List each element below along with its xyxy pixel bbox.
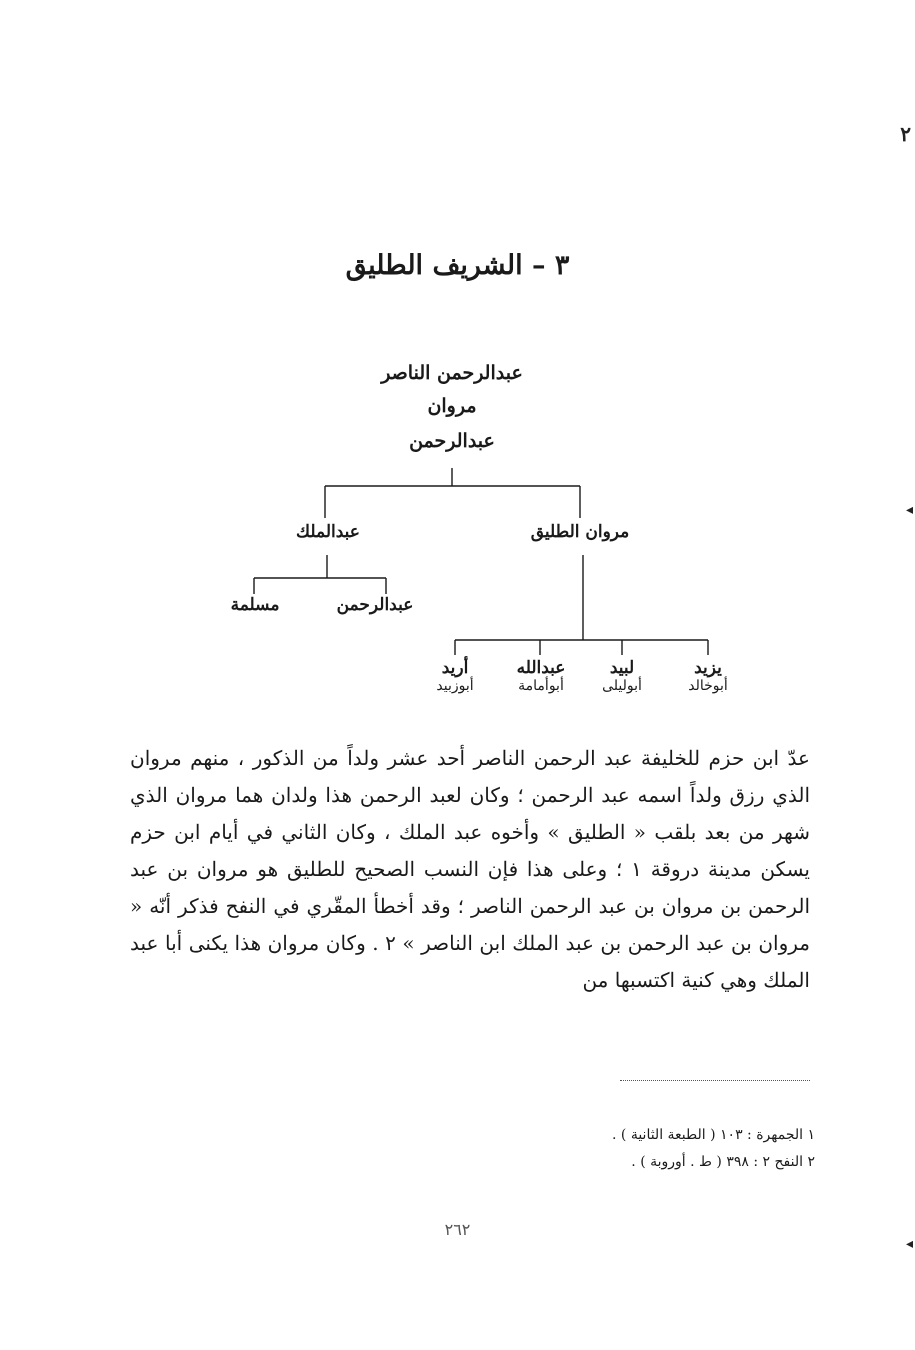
tree-node-name: لبيد: [609, 658, 635, 678]
tree-node-abd-al-malik: عبدالملك: [296, 522, 360, 542]
tree-node-labid: [582, 658, 662, 694]
tree-root-son: مروان: [427, 395, 477, 417]
margin-arrow-icon: ◂: [905, 502, 913, 518]
footnote-1: ١ الجمهرة : ١٠٣ ( الطبعة الثانية ) .: [612, 1127, 815, 1143]
tree-node-kunya: أبوخالد: [688, 678, 728, 694]
tree-node-arid: [412, 658, 498, 694]
tree-root-grandson: عبدالرحمن: [409, 430, 495, 452]
footnote-2: ٢ النفح ٢ : ٣٩٨ ( ط . أوروبة ) .: [631, 1154, 815, 1170]
footnote-separator: [620, 1080, 810, 1081]
chapter-title: ٣ – الشريف الطليق: [345, 250, 570, 281]
body-paragraph-text: عدّ ابن حزم للخليفة عبد الرحمن الناصر أحد عشر ولداً من الذكور ، منهم مروان الذي رزق ولداً اسمه عبد الرحمن ؛ وكان لعبد الرحمن هذا ولدان هما مروان الذي شهر من بعد بلقب « الطليق » وأخوه عبد الملك ، وكان الثاني في أيام ابن حزم يسكن مدينة دروقة ١ ؛ وعلى هذا فإن النسب الصحيح للطليق هو مروان بن عبد الرحمن بن مروان بن عبد الرحمن الناصر ؛ وقد أخطأ المقّري في النفح فذكر أنّه « مروان بن عبد الرحمن بن عبد الملك ابن الناصر » ٢ . وكان مروان هذا يكنى أبا عبد الملك وهي كنية اكتسبها من: [130, 746, 810, 992]
tree-node-abd-al-rahman: عبدالرحمن: [336, 595, 414, 615]
margin-arrow-icon: ◂: [905, 1236, 913, 1252]
footnotes: [415, 1122, 815, 1176]
tree-node-name: عبدالله: [516, 658, 566, 678]
tree-node-marwan-al-taliq: مروان الطليق: [530, 522, 630, 542]
tree-node-abdallah: [496, 658, 586, 694]
body-paragraph: [130, 740, 810, 999]
corner-page-mark: ٢: [900, 122, 911, 146]
page-number: ٢٦٢: [444, 1220, 471, 1239]
tree-node-maslama: مسلمة: [230, 595, 280, 615]
tree-root-name: عبدالرحمن الناصر: [381, 362, 523, 384]
tree-node-kunya: أبوأمامة: [518, 678, 564, 694]
tree-node-name: يزيد: [694, 658, 722, 678]
tree-node-name: أريد: [441, 658, 469, 678]
tree-node-kunya: أبوزبيد: [436, 678, 474, 694]
family-tree: [0, 350, 915, 720]
tree-node-yazid: [668, 658, 748, 694]
tree-node-kunya: أبوليلى: [602, 678, 642, 694]
